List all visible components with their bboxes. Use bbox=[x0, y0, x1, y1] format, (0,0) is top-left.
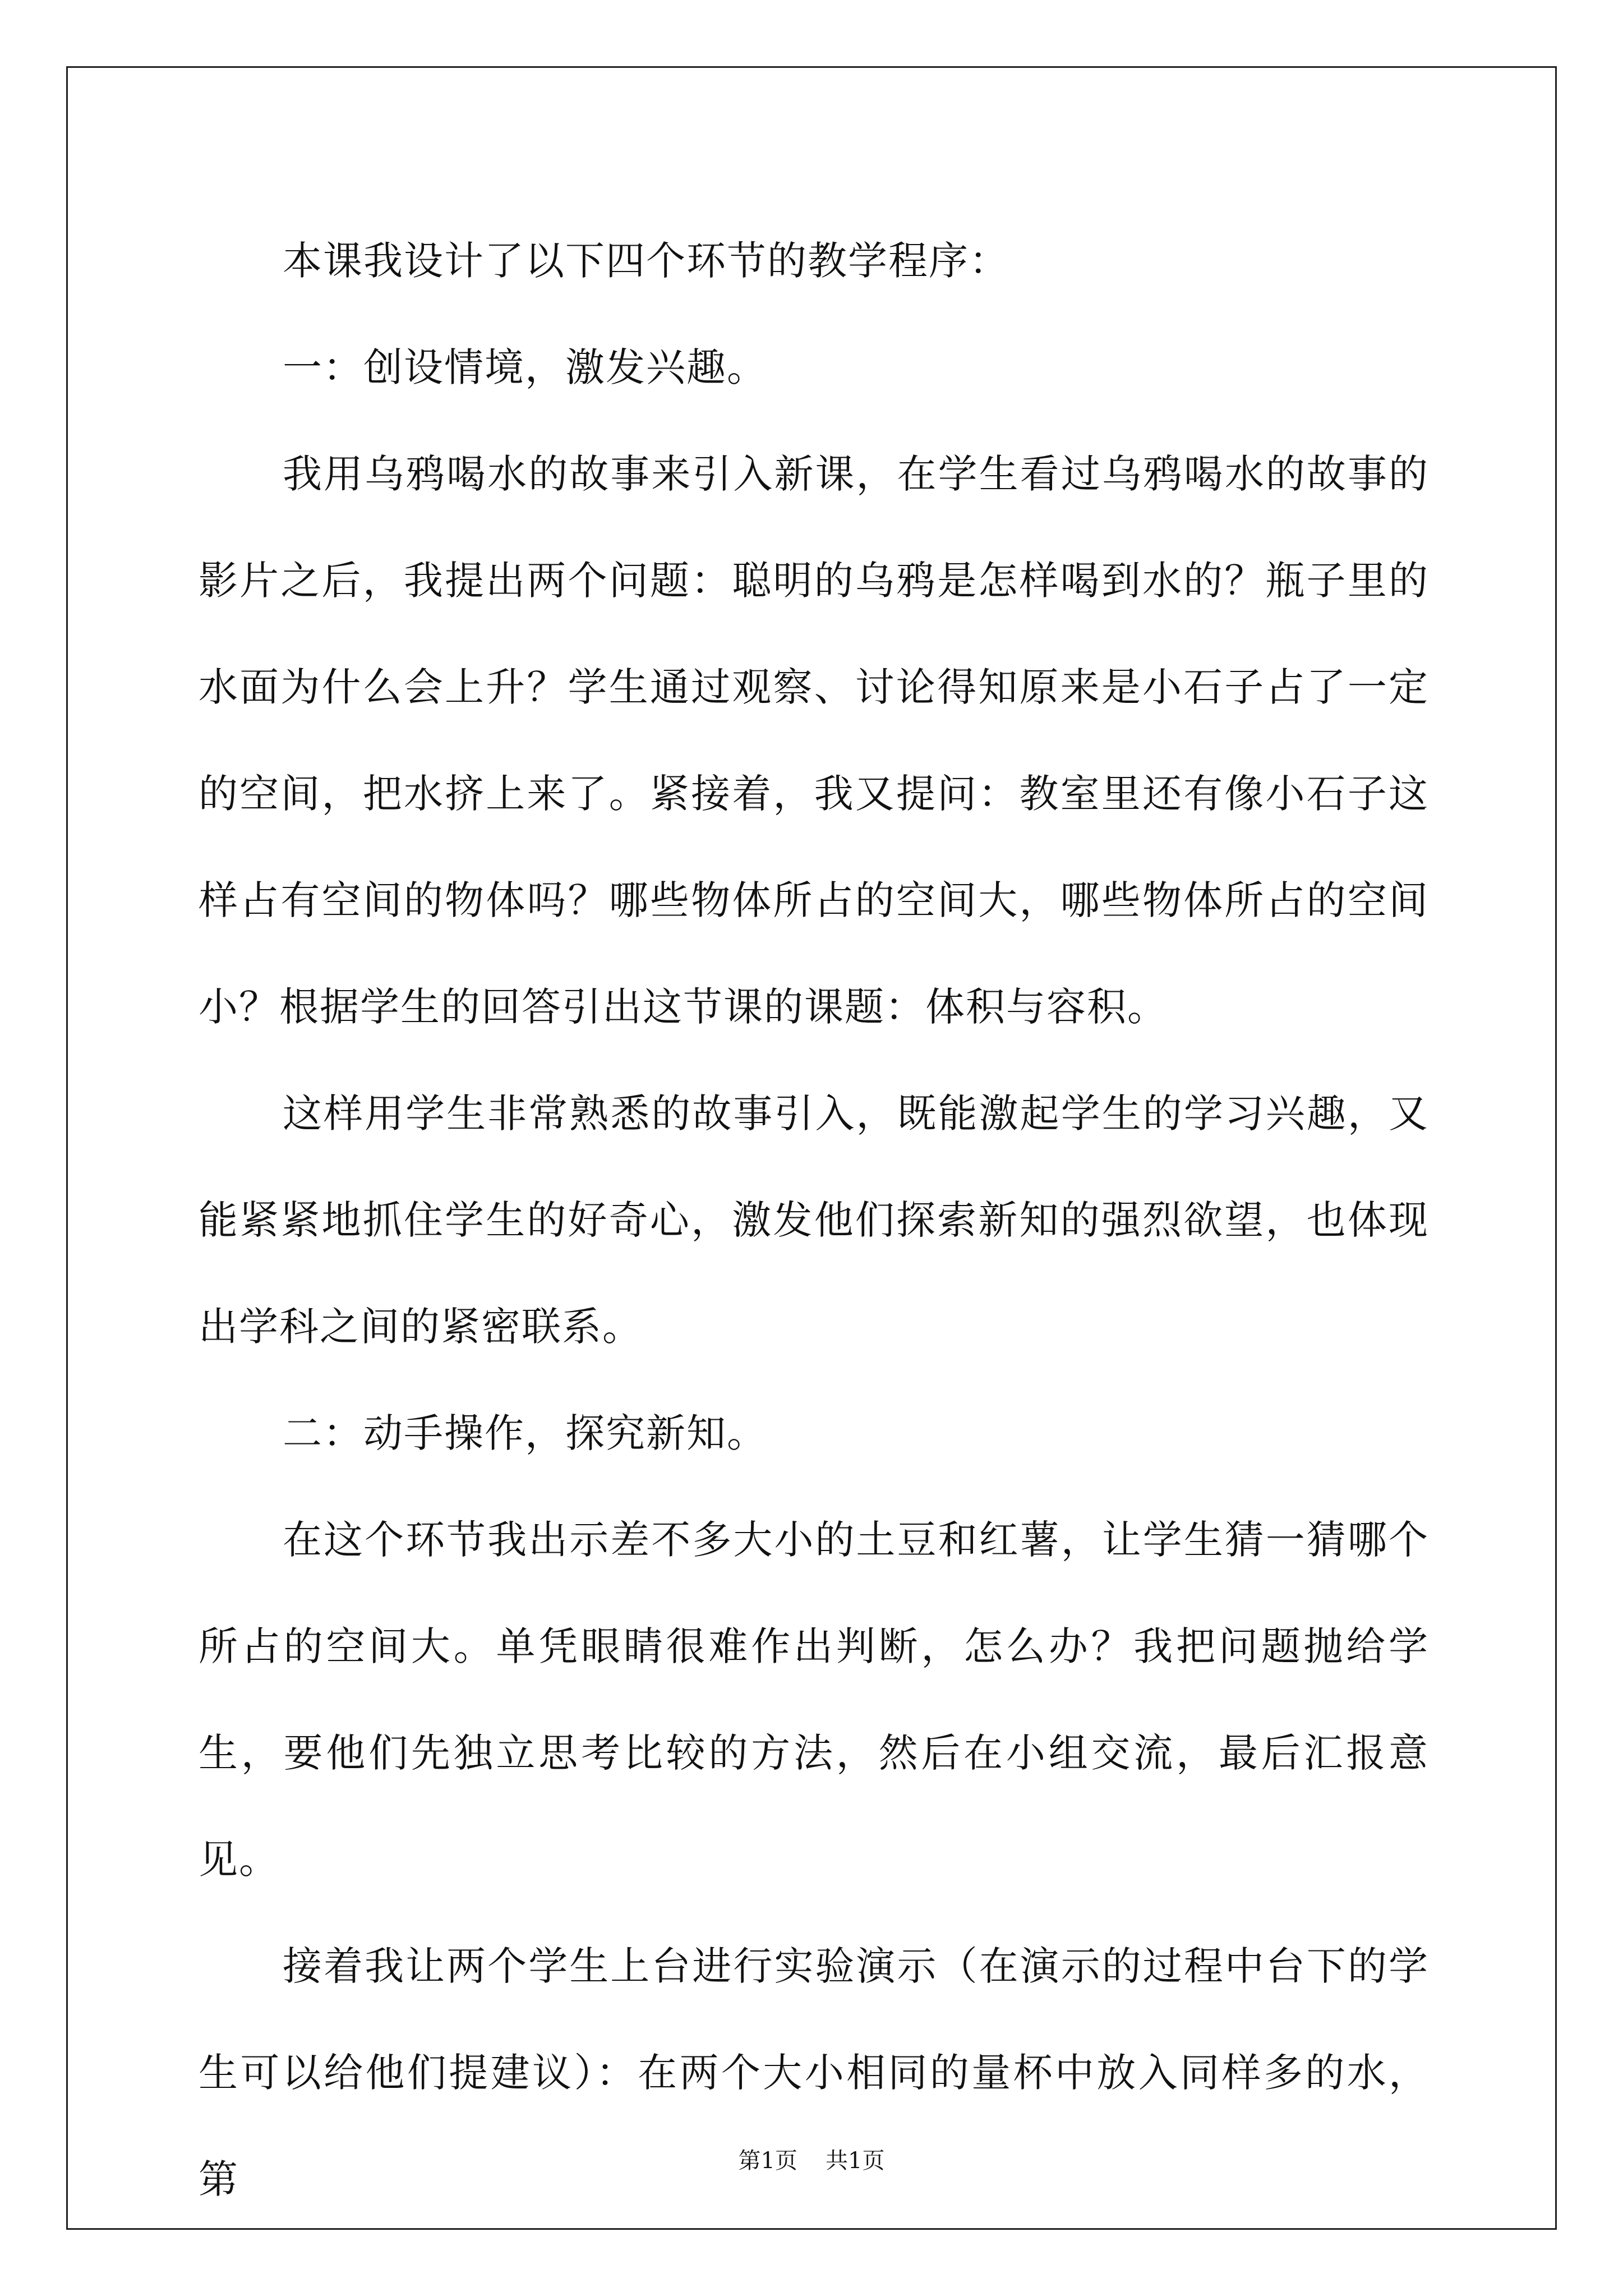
paragraph-experiment: 接着我让两个学生上台进行实验演示（在演示的过程中台下的学生可以给他们提建议）：在两个大小相同的量杯中放入同样多的水，第 bbox=[199, 1943, 1429, 2202]
page-number: 第1页 bbox=[738, 2148, 797, 2174]
section-heading-one: 一：创设情境，激发兴趣。 bbox=[283, 344, 767, 390]
page-total: 共1页 bbox=[826, 2148, 885, 2174]
paragraph-potato-compare: 在这个环节我出示差不多大小的土豆和红薯，让学生猜一猜哪个所占的空间大。单凭眼睛很难作出判断，怎么办？我把问题抛给学生，要他们先独立思考比较的方法，然后在小组交流，最后汇报意见。 bbox=[199, 1517, 1429, 1883]
paragraph-crow-story: 我用乌鸦喝水的故事来引入新课，在学生看过乌鸦喝水的故事的影片之后，我提出两个问题：聪明的乌鸦是怎样喝到水的？瓶子里的水面为什么会上升？学生通过观察、讨论得知原来是小石子占了一定的空间，把水挤上来了。紧接着，我又提问：教室里还有像小石子这样占有空间的物体吗？哪些物体所占的空间大，哪些物体所占的空间小？根据学生的回答引出这节课的课题：体积与容积。 bbox=[199, 451, 1429, 1030]
page-footer bbox=[0, 2143, 1623, 2175]
section-heading-two: 二：动手操作，探究新知。 bbox=[283, 1410, 767, 1456]
document-body bbox=[199, 208, 1429, 2233]
paragraph-motivation: 这样用学生非常熟悉的故事引入，既能激起学生的学习兴趣，又能紧紧地抓住学生的好奇心，激发他们探索新知的强烈欲望，也体现出学科之间的紧密联系。 bbox=[199, 1091, 1429, 1350]
paragraph-intro: 本课我设计了以下四个环节的教学程序： bbox=[283, 238, 1009, 284]
